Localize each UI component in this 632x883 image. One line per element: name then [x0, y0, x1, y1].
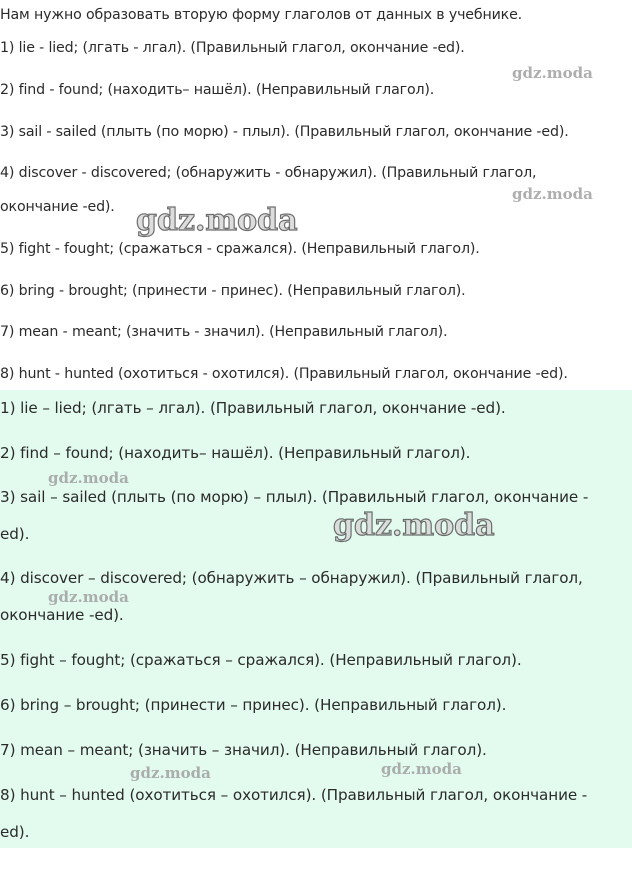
- text-line: 6) bring - brought; (принести - принес). (Неправильный глагол).: [0, 283, 466, 299]
- watermark: gdz.moda: [333, 508, 495, 543]
- answer-line: 6) bring – brought; (принести – принес). (Неправильный глагол).: [0, 696, 507, 714]
- answer-block: [0, 390, 632, 848]
- answer-line: 5) fight – fought; (сражаться – сражался). (Неправильный глагол).: [0, 651, 522, 669]
- answer-line: окончание -ed).: [0, 606, 124, 624]
- text-line: 2) find - found; (находить– нашёл). (Неправильный глагол).: [0, 82, 435, 98]
- text-line: окончание -ed).: [0, 199, 115, 215]
- text-line: 4) discover - discovered; (обнаружить - обнаружил). (Правильный глагол,: [0, 165, 537, 181]
- text-line: 1) lie - lied; (лгать - лгал). (Правильный глагол, окончание -ed).: [0, 40, 465, 56]
- watermark: gdz.moda: [381, 760, 462, 778]
- watermark: gdz.moda: [48, 588, 129, 606]
- intro-text: Нам нужно образовать вторую форму глаголов от данных в учебнике.: [0, 7, 523, 23]
- text-line: 7) mean - meant; (значить - значил). (Неправильный глагол).: [0, 324, 448, 340]
- answer-line: 8) hunt – hunted (охотиться – охотился). (Правильный глагол, окончание -: [0, 786, 588, 804]
- answer-line: ed).: [0, 525, 30, 543]
- watermark: gdz.moda: [136, 203, 298, 238]
- answer-line: 4) discover – discovered; (обнаружить – обнаружил). (Правильный глагол,: [0, 569, 583, 587]
- answer-line: ed).: [0, 823, 30, 841]
- text-line: 3) sail - sailed (плыть (по морю) - плыл). (Правильный глагол, окончание -ed).: [0, 124, 569, 140]
- answer-line: 2) find – found; (находить– нашёл). (Неправильный глагол).: [0, 444, 471, 462]
- text-line: 8) hunt - hunted (охотиться - охотился). (Правильный глагол, окончание -ed).: [0, 366, 568, 382]
- answer-line: 1) lie – lied; (лгать – лгал). (Правильный глагол, окончание -ed).: [0, 399, 506, 417]
- watermark: gdz.moda: [48, 469, 129, 487]
- text-line: 5) fight - fought; (сражаться - сражался). (Неправильный глагол).: [0, 241, 480, 257]
- answer-line: 7) mean – meant; (значить – значил). (Неправильный глагол).: [0, 741, 487, 759]
- answer-line: 3) sail – sailed (плыть (по морю) – плыл). (Правильный глагол, окончание -: [0, 488, 589, 506]
- watermark: gdz.moda: [130, 764, 211, 782]
- watermark: gdz.moda: [512, 64, 593, 82]
- watermark: gdz.moda: [512, 185, 593, 203]
